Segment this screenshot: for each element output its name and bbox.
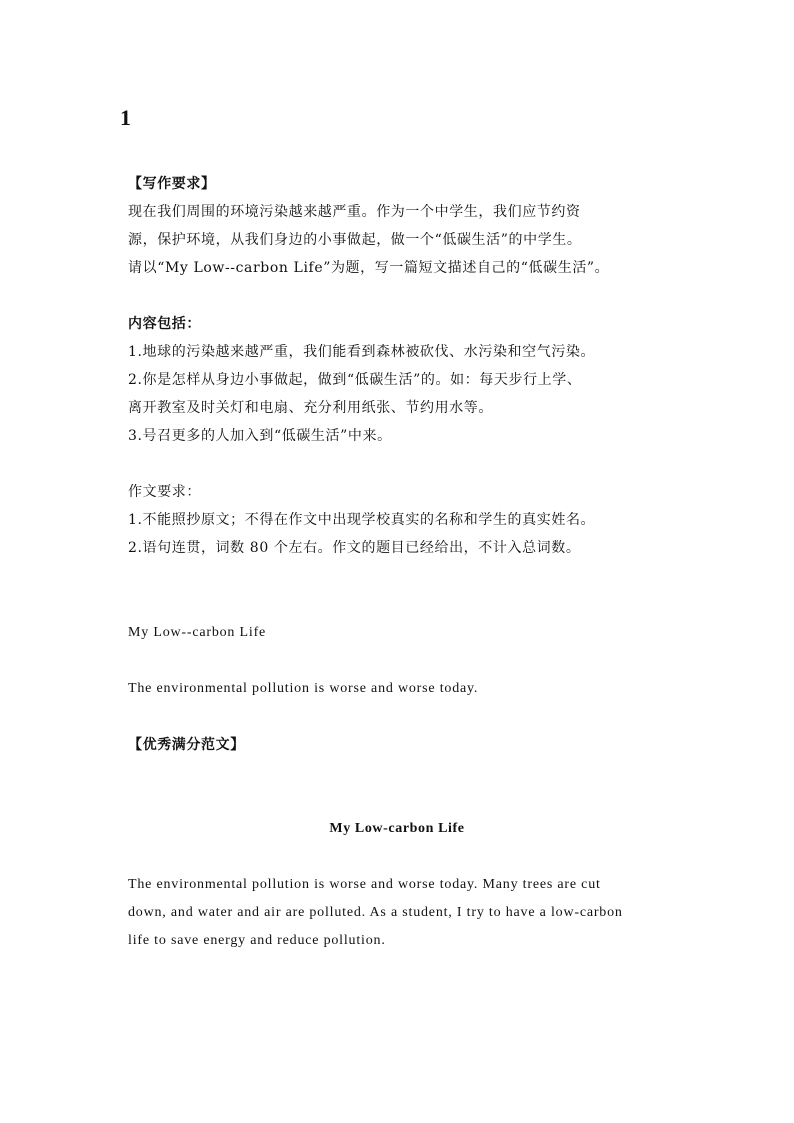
sample-essay-line: life to save energy and reduce pollution. <box>128 933 386 948</box>
sample-essay-line: The environmental pollution is worse and worse today. Many trees are cut <box>128 877 601 892</box>
sample-essay-heading: 【优秀满分范文】 <box>128 737 245 753</box>
content-includes-heading: 内容包括： <box>128 316 201 332</box>
sample-essay-title: My Low-carbon Life <box>329 821 465 836</box>
composition-requirements-heading: 作文要求： <box>128 484 201 500</box>
composition-requirements-line: 1.不能照抄原文；不得在作文中出现学校真实的名称和学生的真实姓名。 <box>128 512 596 528</box>
writing-requirements-line: 源，保护环境，从我们身边的小事做起，做一个“低碳生活”的中学生。 <box>128 232 582 248</box>
writing-requirements-heading: 【写作要求】 <box>128 176 216 192</box>
given-title: My Low--carbon Life <box>128 625 267 640</box>
content-includes-line: 2.你是怎样从身边小事做起，做到“低碳生活”的。如：每天步行上学、 <box>128 372 582 388</box>
page-number: 1 <box>120 105 131 130</box>
given-opening-sentence: The environmental pollution is worse and worse today. <box>128 681 479 696</box>
content-includes-line: 3.号召更多的人加入到“低碳生活”中来。 <box>128 428 392 444</box>
content-includes-line: 离开教室及时关灯和电扇、充分利用纸张、节约用水等。 <box>128 400 493 416</box>
sample-essay-line: down, and water and air are polluted. As a student, I try to have a low-carbon <box>128 905 623 920</box>
composition-requirements-line: 2.语句连贯，词数 80 个左右。作文的题目已经给出，不计入总词数。 <box>128 540 581 556</box>
writing-requirements-line: 现在我们周围的环境污染越来越严重。作为一个中学生，我们应节约资 <box>128 204 581 220</box>
content-includes-line: 1.地球的污染越来越严重，我们能看到森林被砍伐、水污染和空气污染。 <box>128 344 596 360</box>
writing-requirements-line: 请以“My Low--carbon Life”为题，写一篇短文描述自己的“低碳生活”。 <box>128 260 610 276</box>
